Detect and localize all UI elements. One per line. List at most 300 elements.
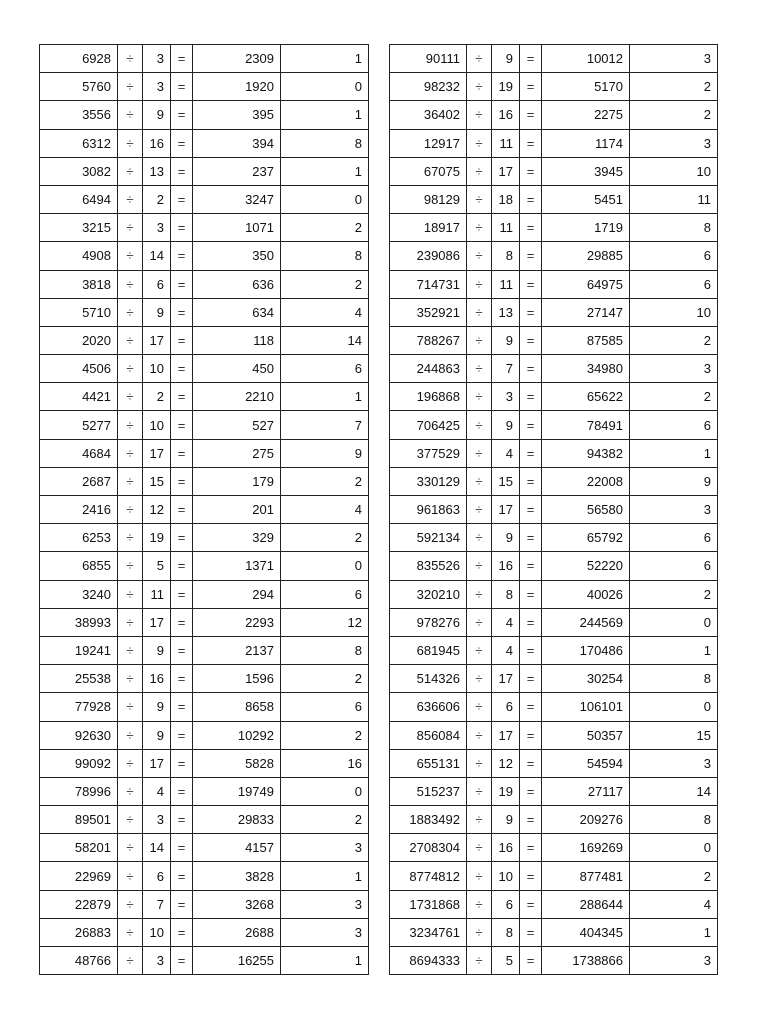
quotient-cell: 275 <box>193 439 281 467</box>
divide-sign: ÷ <box>467 242 492 270</box>
remainder-cell: 4 <box>630 890 718 918</box>
divide-sign: ÷ <box>118 73 143 101</box>
quotient-cell: 4157 <box>193 834 281 862</box>
divide-sign: ÷ <box>467 608 492 636</box>
divisor-cell: 11 <box>492 214 520 242</box>
equals-sign: = <box>171 918 193 946</box>
divide-sign: ÷ <box>467 890 492 918</box>
remainder-cell: 15 <box>630 721 718 749</box>
divide-sign: ÷ <box>467 467 492 495</box>
divisor-cell: 9 <box>143 636 171 664</box>
remainder-cell: 8 <box>281 636 369 664</box>
equals-sign: = <box>171 270 193 298</box>
divide-sign: ÷ <box>467 73 492 101</box>
quotient-cell: 634 <box>193 298 281 326</box>
quotient-cell: 179 <box>193 467 281 495</box>
equals-sign: = <box>171 326 193 354</box>
quotient-cell: 1371 <box>193 552 281 580</box>
quotient-cell: 169269 <box>542 834 630 862</box>
divide-sign: ÷ <box>467 862 492 890</box>
equals-sign: = <box>520 721 542 749</box>
remainder-cell: 8 <box>281 129 369 157</box>
divisor-cell: 17 <box>143 439 171 467</box>
divisor-cell: 9 <box>143 693 171 721</box>
quotient-cell: 2309 <box>193 45 281 73</box>
equals-sign: = <box>171 45 193 73</box>
divisor-cell: 9 <box>492 326 520 354</box>
divide-sign: ÷ <box>118 496 143 524</box>
remainder-cell: 2 <box>630 580 718 608</box>
divisor-cell: 10 <box>143 355 171 383</box>
divisor-cell: 16 <box>492 101 520 129</box>
dividend-cell: 8694333 <box>390 947 467 975</box>
divisor-cell: 13 <box>143 157 171 185</box>
remainder-cell: 1 <box>630 918 718 946</box>
dividend-cell: 961863 <box>390 496 467 524</box>
dividend-cell: 6928 <box>40 45 118 73</box>
divide-sign: ÷ <box>467 918 492 946</box>
table-row <box>390 298 718 326</box>
divide-sign: ÷ <box>467 947 492 975</box>
dividend-cell: 515237 <box>390 777 467 805</box>
quotient-cell: 350 <box>193 242 281 270</box>
divide-sign: ÷ <box>118 608 143 636</box>
divisor-cell: 4 <box>492 636 520 664</box>
dividend-cell: 636606 <box>390 693 467 721</box>
dividend-cell: 196868 <box>390 383 467 411</box>
quotient-cell: 64975 <box>542 270 630 298</box>
table-row <box>40 777 369 805</box>
quotient-cell: 209276 <box>542 806 630 834</box>
dividend-cell: 2687 <box>40 467 118 495</box>
divisor-cell: 8 <box>492 580 520 608</box>
divisor-cell: 17 <box>492 665 520 693</box>
quotient-cell: 10012 <box>542 45 630 73</box>
divide-sign: ÷ <box>467 270 492 298</box>
remainder-cell: 2 <box>281 467 369 495</box>
table-row <box>390 608 718 636</box>
remainder-cell: 6 <box>281 693 369 721</box>
dividend-cell: 706425 <box>390 411 467 439</box>
divisor-cell: 9 <box>143 721 171 749</box>
remainder-cell: 3 <box>281 918 369 946</box>
remainder-cell: 14 <box>630 777 718 805</box>
table-row <box>40 355 369 383</box>
divisor-cell: 3 <box>143 45 171 73</box>
equals-sign: = <box>520 496 542 524</box>
quotient-cell: 106101 <box>542 693 630 721</box>
dividend-cell: 856084 <box>390 721 467 749</box>
quotient-cell: 237 <box>193 157 281 185</box>
quotient-cell: 65792 <box>542 524 630 552</box>
equals-sign: = <box>171 467 193 495</box>
divide-sign: ÷ <box>467 439 492 467</box>
divide-sign: ÷ <box>118 242 143 270</box>
table-row <box>390 496 718 524</box>
table-row <box>40 214 369 242</box>
divisor-cell: 12 <box>492 749 520 777</box>
quotient-cell: 22008 <box>542 467 630 495</box>
remainder-cell: 2 <box>281 721 369 749</box>
equals-sign: = <box>171 947 193 975</box>
equals-sign: = <box>171 496 193 524</box>
equals-sign: = <box>171 777 193 805</box>
division-table-right-body <box>390 45 718 975</box>
dividend-cell: 2708304 <box>390 834 467 862</box>
table-row <box>40 552 369 580</box>
table-row <box>390 439 718 467</box>
equals-sign: = <box>520 326 542 354</box>
remainder-cell: 3 <box>630 947 718 975</box>
quotient-cell: 50357 <box>542 721 630 749</box>
table-row <box>40 721 369 749</box>
divisor-cell: 19 <box>492 73 520 101</box>
equals-sign: = <box>520 73 542 101</box>
remainder-cell: 6 <box>630 242 718 270</box>
dividend-cell: 19241 <box>40 636 118 664</box>
table-row <box>40 947 369 975</box>
quotient-cell: 5828 <box>193 749 281 777</box>
remainder-cell: 2 <box>281 270 369 298</box>
equals-sign: = <box>171 552 193 580</box>
dividend-cell: 6494 <box>40 185 118 213</box>
divide-sign: ÷ <box>467 45 492 73</box>
quotient-cell: 3945 <box>542 157 630 185</box>
equals-sign: = <box>520 129 542 157</box>
divide-sign: ÷ <box>118 665 143 693</box>
remainder-cell: 0 <box>281 777 369 805</box>
equals-sign: = <box>520 947 542 975</box>
table-row <box>390 636 718 664</box>
remainder-cell: 3 <box>281 834 369 862</box>
remainder-cell: 4 <box>281 496 369 524</box>
equals-sign: = <box>171 129 193 157</box>
equals-sign: = <box>171 580 193 608</box>
table-row <box>390 101 718 129</box>
dividend-cell: 48766 <box>40 947 118 975</box>
remainder-cell: 1 <box>630 439 718 467</box>
dividend-cell: 8774812 <box>390 862 467 890</box>
divisor-cell: 5 <box>492 947 520 975</box>
equals-sign: = <box>171 157 193 185</box>
quotient-cell: 329 <box>193 524 281 552</box>
quotient-cell: 16255 <box>193 947 281 975</box>
divide-sign: ÷ <box>467 524 492 552</box>
dividend-cell: 978276 <box>390 608 467 636</box>
table-row <box>390 129 718 157</box>
equals-sign: = <box>520 45 542 73</box>
table-row <box>40 45 369 73</box>
quotient-cell: 2293 <box>193 608 281 636</box>
equals-sign: = <box>520 185 542 213</box>
quotient-cell: 450 <box>193 355 281 383</box>
table-row <box>390 890 718 918</box>
dividend-cell: 5760 <box>40 73 118 101</box>
divisor-cell: 6 <box>492 890 520 918</box>
dividend-cell: 2416 <box>40 496 118 524</box>
remainder-cell: 11 <box>630 185 718 213</box>
table-row <box>390 749 718 777</box>
equals-sign: = <box>520 439 542 467</box>
equals-sign: = <box>520 693 542 721</box>
divisor-cell: 10 <box>143 411 171 439</box>
equals-sign: = <box>171 636 193 664</box>
dividend-cell: 681945 <box>390 636 467 664</box>
equals-sign: = <box>520 355 542 383</box>
equals-sign: = <box>171 608 193 636</box>
table-row <box>40 636 369 664</box>
dividend-cell: 89501 <box>40 806 118 834</box>
table-row <box>40 242 369 270</box>
remainder-cell: 6 <box>630 524 718 552</box>
table-row <box>390 185 718 213</box>
equals-sign: = <box>520 862 542 890</box>
dividend-cell: 18917 <box>390 214 467 242</box>
divide-sign: ÷ <box>467 552 492 580</box>
table-row <box>40 73 369 101</box>
remainder-cell: 2 <box>281 524 369 552</box>
dividend-cell: 98129 <box>390 185 467 213</box>
table-row <box>40 862 369 890</box>
dividend-cell: 3215 <box>40 214 118 242</box>
divide-sign: ÷ <box>467 129 492 157</box>
remainder-cell: 1 <box>281 947 369 975</box>
quotient-cell: 118 <box>193 326 281 354</box>
quotient-cell: 1719 <box>542 214 630 242</box>
dividend-cell: 239086 <box>390 242 467 270</box>
dividend-cell: 38993 <box>40 608 118 636</box>
table-row <box>40 806 369 834</box>
divisor-cell: 3 <box>143 806 171 834</box>
divisor-cell: 15 <box>143 467 171 495</box>
table-row <box>40 918 369 946</box>
quotient-cell: 636 <box>193 270 281 298</box>
equals-sign: = <box>520 383 542 411</box>
divisor-cell: 11 <box>492 129 520 157</box>
equals-sign: = <box>520 918 542 946</box>
dividend-cell: 4908 <box>40 242 118 270</box>
dividend-cell: 92630 <box>40 721 118 749</box>
divisor-cell: 16 <box>492 552 520 580</box>
quotient-cell: 3247 <box>193 185 281 213</box>
table-row <box>390 467 718 495</box>
table-row <box>390 721 718 749</box>
divide-sign: ÷ <box>118 355 143 383</box>
remainder-cell: 7 <box>281 411 369 439</box>
remainder-cell: 2 <box>630 383 718 411</box>
divide-sign: ÷ <box>467 326 492 354</box>
divisor-cell: 14 <box>143 834 171 862</box>
divide-sign: ÷ <box>118 270 143 298</box>
table-row <box>390 834 718 862</box>
table-row <box>40 129 369 157</box>
table-row <box>40 608 369 636</box>
quotient-cell: 395 <box>193 101 281 129</box>
divide-sign: ÷ <box>467 383 492 411</box>
divide-sign: ÷ <box>118 185 143 213</box>
dividend-cell: 4421 <box>40 383 118 411</box>
remainder-cell: 2 <box>630 101 718 129</box>
dividend-cell: 330129 <box>390 467 467 495</box>
equals-sign: = <box>520 665 542 693</box>
quotient-cell: 54594 <box>542 749 630 777</box>
dividend-cell: 5710 <box>40 298 118 326</box>
equals-sign: = <box>520 298 542 326</box>
equals-sign: = <box>520 467 542 495</box>
table-row <box>40 383 369 411</box>
equals-sign: = <box>171 721 193 749</box>
table-row <box>40 326 369 354</box>
equals-sign: = <box>171 439 193 467</box>
remainder-cell: 3 <box>630 129 718 157</box>
quotient-cell: 2688 <box>193 918 281 946</box>
dividend-cell: 4506 <box>40 355 118 383</box>
dividend-cell: 67075 <box>390 157 467 185</box>
divide-sign: ÷ <box>118 721 143 749</box>
divide-sign: ÷ <box>467 185 492 213</box>
dividend-cell: 3240 <box>40 580 118 608</box>
divide-sign: ÷ <box>467 721 492 749</box>
dividend-cell: 244863 <box>390 355 467 383</box>
equals-sign: = <box>171 101 193 129</box>
remainder-cell: 6 <box>281 355 369 383</box>
remainder-cell: 6 <box>630 552 718 580</box>
divide-sign: ÷ <box>118 862 143 890</box>
remainder-cell: 0 <box>281 185 369 213</box>
table-row <box>40 693 369 721</box>
quotient-cell: 2275 <box>542 101 630 129</box>
quotient-cell: 56580 <box>542 496 630 524</box>
remainder-cell: 1 <box>281 101 369 129</box>
quotient-cell: 5451 <box>542 185 630 213</box>
dividend-cell: 1731868 <box>390 890 467 918</box>
table-row <box>390 862 718 890</box>
divisor-cell: 19 <box>492 777 520 805</box>
divide-sign: ÷ <box>118 129 143 157</box>
dividend-cell: 6312 <box>40 129 118 157</box>
table-row <box>40 185 369 213</box>
remainder-cell: 10 <box>630 157 718 185</box>
divide-sign: ÷ <box>118 693 143 721</box>
divisor-cell: 8 <box>492 242 520 270</box>
table-row <box>390 777 718 805</box>
table-row <box>40 834 369 862</box>
remainder-cell: 3 <box>281 890 369 918</box>
divisor-cell: 12 <box>143 496 171 524</box>
divisor-cell: 6 <box>143 862 171 890</box>
remainder-cell: 8 <box>281 242 369 270</box>
remainder-cell: 0 <box>630 834 718 862</box>
divide-sign: ÷ <box>118 524 143 552</box>
table-row <box>390 270 718 298</box>
divisor-cell: 3 <box>143 73 171 101</box>
divisor-cell: 3 <box>143 214 171 242</box>
divide-sign: ÷ <box>118 214 143 242</box>
divisor-cell: 10 <box>143 918 171 946</box>
table-row <box>40 890 369 918</box>
division-table-left-body <box>40 45 369 975</box>
remainder-cell: 6 <box>630 270 718 298</box>
table-row <box>390 947 718 975</box>
quotient-cell: 78491 <box>542 411 630 439</box>
table-row <box>40 749 369 777</box>
divisor-cell: 17 <box>143 608 171 636</box>
equals-sign: = <box>171 693 193 721</box>
dividend-cell: 5277 <box>40 411 118 439</box>
divisor-cell: 7 <box>492 355 520 383</box>
table-row <box>390 157 718 185</box>
remainder-cell: 8 <box>630 806 718 834</box>
remainder-cell: 1 <box>630 636 718 664</box>
divide-sign: ÷ <box>467 214 492 242</box>
quotient-cell: 65622 <box>542 383 630 411</box>
divide-sign: ÷ <box>118 636 143 664</box>
table-row <box>40 101 369 129</box>
quotient-cell: 288644 <box>542 890 630 918</box>
divisor-cell: 17 <box>492 721 520 749</box>
remainder-cell: 0 <box>630 693 718 721</box>
table-row <box>40 665 369 693</box>
table-row <box>390 326 718 354</box>
equals-sign: = <box>520 157 542 185</box>
quotient-cell: 19749 <box>193 777 281 805</box>
quotient-cell: 244569 <box>542 608 630 636</box>
quotient-cell: 1174 <box>542 129 630 157</box>
equals-sign: = <box>171 355 193 383</box>
divide-sign: ÷ <box>118 947 143 975</box>
equals-sign: = <box>171 411 193 439</box>
quotient-cell: 2210 <box>193 383 281 411</box>
equals-sign: = <box>520 411 542 439</box>
remainder-cell: 2 <box>281 806 369 834</box>
dividend-cell: 1883492 <box>390 806 467 834</box>
remainder-cell: 3 <box>630 45 718 73</box>
table-row <box>40 270 369 298</box>
dividend-cell: 3556 <box>40 101 118 129</box>
table-row <box>40 496 369 524</box>
equals-sign: = <box>520 524 542 552</box>
quotient-cell: 27117 <box>542 777 630 805</box>
equals-sign: = <box>520 636 542 664</box>
equals-sign: = <box>171 383 193 411</box>
table-row <box>390 693 718 721</box>
remainder-cell: 10 <box>630 298 718 326</box>
divide-sign: ÷ <box>118 777 143 805</box>
dividend-cell: 835526 <box>390 552 467 580</box>
remainder-cell: 3 <box>630 749 718 777</box>
remainder-cell: 8 <box>630 665 718 693</box>
table-row <box>40 524 369 552</box>
remainder-cell: 2 <box>630 73 718 101</box>
divisor-cell: 9 <box>492 524 520 552</box>
quotient-cell: 2137 <box>193 636 281 664</box>
division-table-right <box>389 44 718 975</box>
dividend-cell: 6253 <box>40 524 118 552</box>
remainder-cell: 4 <box>281 298 369 326</box>
equals-sign: = <box>520 890 542 918</box>
equals-sign: = <box>171 665 193 693</box>
remainder-cell: 1 <box>281 862 369 890</box>
quotient-cell: 8658 <box>193 693 281 721</box>
quotient-cell: 30254 <box>542 665 630 693</box>
dividend-cell: 78996 <box>40 777 118 805</box>
dividend-cell: 6855 <box>40 552 118 580</box>
remainder-cell: 0 <box>630 608 718 636</box>
quotient-cell: 10292 <box>193 721 281 749</box>
equals-sign: = <box>171 749 193 777</box>
divide-sign: ÷ <box>467 411 492 439</box>
divide-sign: ÷ <box>118 101 143 129</box>
